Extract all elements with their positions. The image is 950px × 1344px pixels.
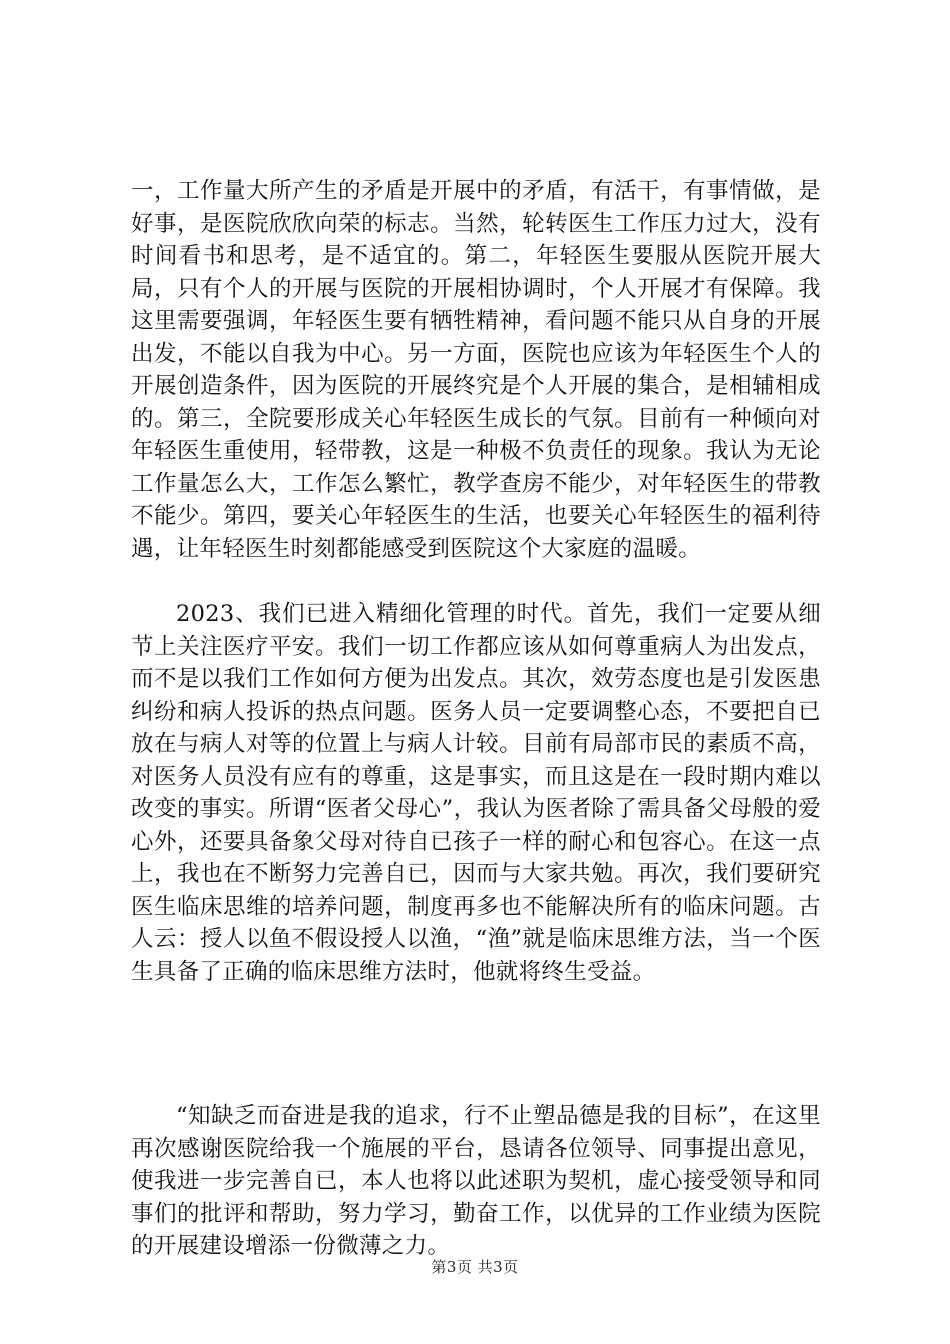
page-footer: 第3页 共3页 [431, 1258, 519, 1276]
paragraph-1: 一，工作量大所产生的矛盾是开展中的矛盾，有活干，有事情做，是好事，是医院欣欣向荣的标志。当然，轮转医生工作压力过大，没有时间看书和思考，是不适宜的。第二，年轻医生要服从医院开展大局，只有个人的开展与医院的开展相协调时，个人开展才有保障。我这里需要强调，年轻医生要有牺牲精神，看问题不能只从自身的开展出发，不能以自我为中心。另一方面，医院也应该为年轻医生个人的开展创造条件，因为医院的开展终究是个人开展的集合，是相辅相成的。第三，全院要形成关心年轻医生成长的气氛。目前有一种倾向对年轻医生重使用，轻带教，这是一种极不负责任的现象。我认为无论工作量怎么大，工作怎么繁忙，教学查房不能少，对年轻医生的带教不能少。第四，要关心年轻医生的生活，也要关心年轻医生的福利待遇，让年轻医生时刻都能感受到医院这个大家庭的温暖。 [131, 178, 821, 562]
paragraph-2: 2023、我们已进入精细化管理的时代。首先，我们一定要从细节上关注医疗平安。我们一切工作都应该从如何尊重病人为出发点，而不是以我们工作如何方便为出发点。其次，效劳态度也是引发医患纠纷和病人投诉的热点问题。医务人员一定要调整心态，不要把自已放在与病人对等的位置上与病人计较。目前有局部市民的素质不高，对医务人员没有应有的尊重，这是事实，而且这是在一段时期内难以改变的事实。所谓“医者父母心”，我认为医者除了需具备父母般的爱心外，还要具备象父母对待自已孩子一样的耐心和包容心。在这一点上，我也在不断努力完善自已，因而与大家共勉。再次，我们要研究医生临床思维的培养问题，制度再多也不能解决所有的临床问题。古人云：授人以鱼不假设授人以渔，“渔”就是临床思维方法，当一个医生具备了正确的临床思维方法时，他就将终生受益。 [131, 601, 821, 985]
paragraph-3: “知缺乏而奋进是我的追求，行不止塑品德是我的目标”，在这里再次感谢医院给我一个施展的平台，恳请各位领导、同事提出意见，使我进一步完善自已，本人也将以此述职为契机，虚心接受领导和同事们的批评和帮助，努力学习，勤奋工作，以优异的工作业绩为医院的开展建设增添一份微薄之力。 [131, 1103, 821, 1259]
